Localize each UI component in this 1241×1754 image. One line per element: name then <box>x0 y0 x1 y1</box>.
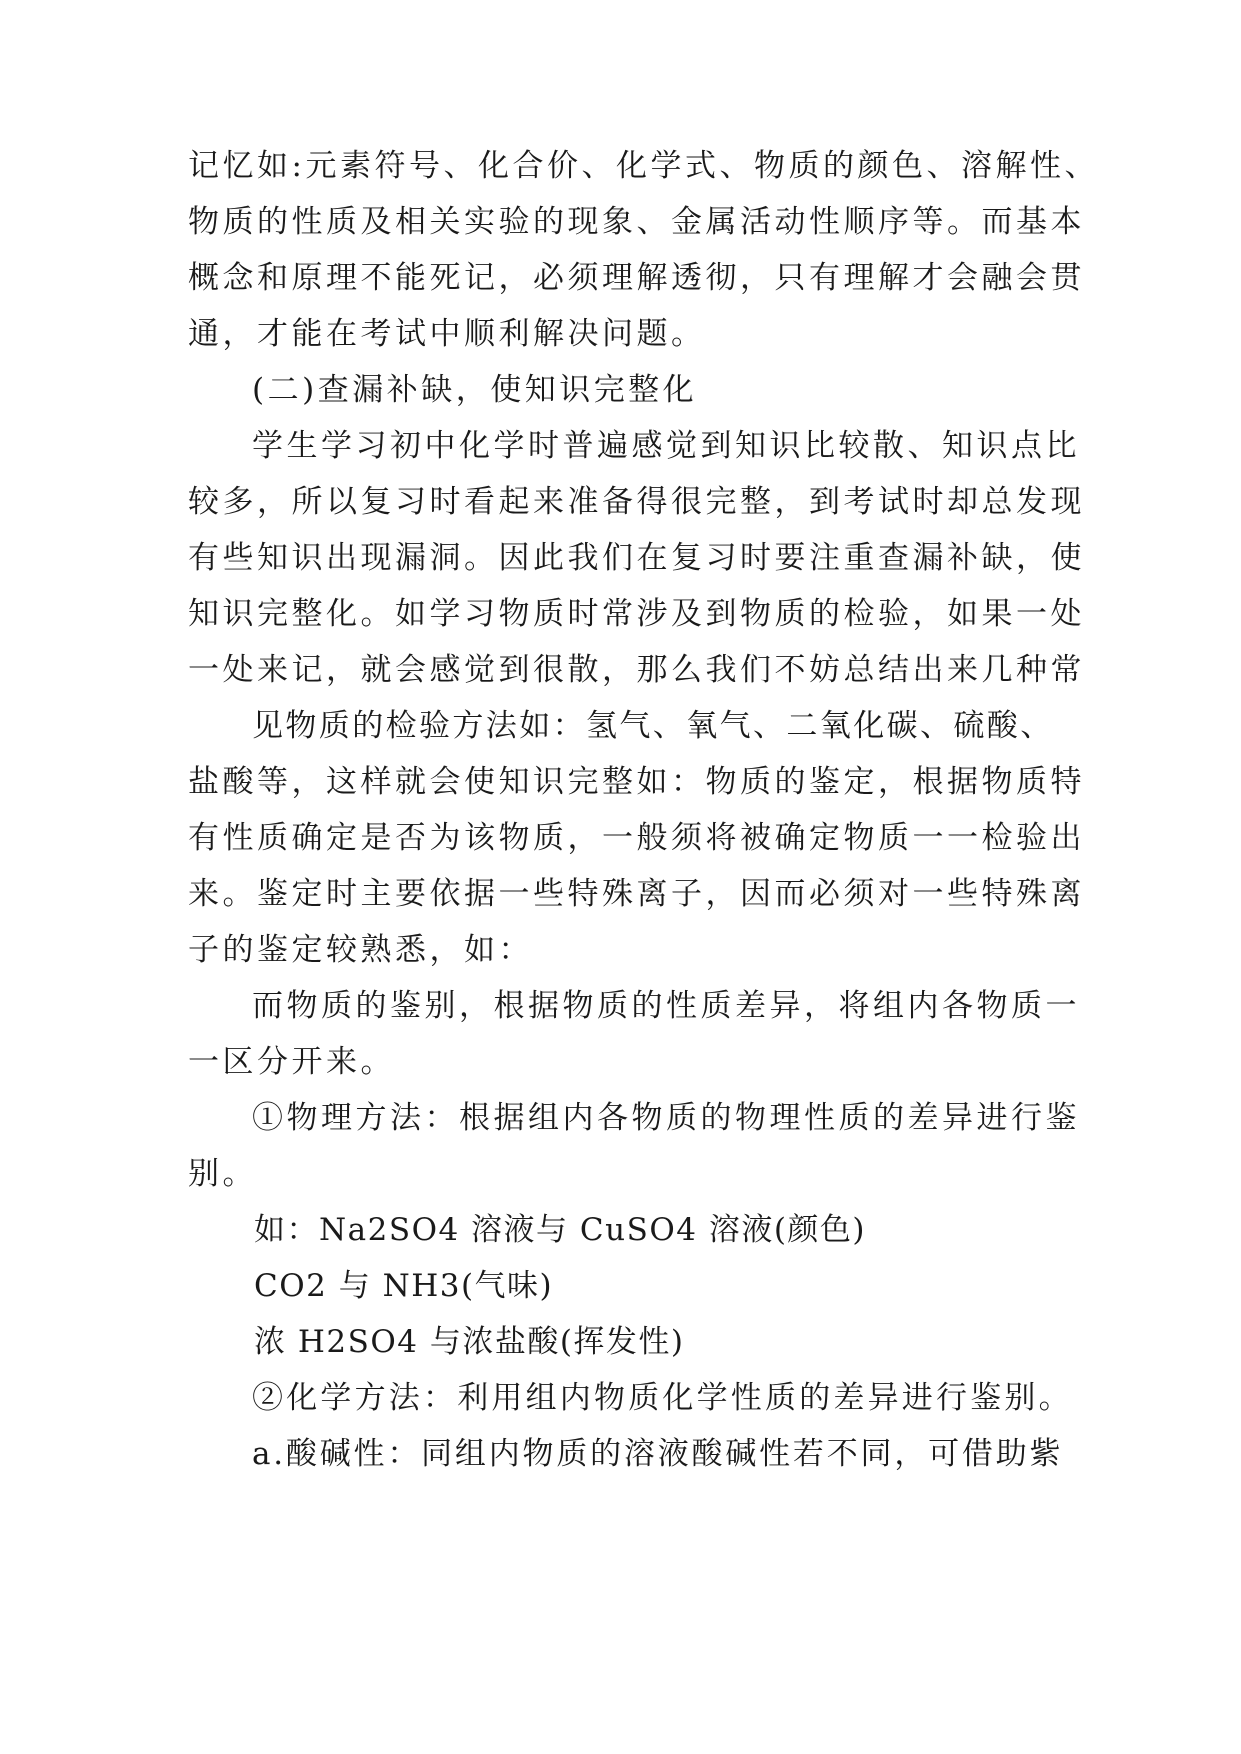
example-line: 如：Na2SO4 溶液与 CuSO4 溶液(颜色) <box>254 1212 867 1248</box>
body-text-line: 概念和原理不能死记，必须理解透彻，只有理解才会融会贯 <box>188 260 1085 296</box>
body-text-line: 子的鉴定较熟悉，如： <box>188 932 533 968</box>
body-text-line: 通，才能在考试中顺利解决问题。 <box>188 316 706 352</box>
body-text-line: 别。 <box>188 1156 257 1192</box>
body-text-line: 盐酸等，这样就会使知识完整如：物质的鉴定，根据物质特 <box>188 764 1085 800</box>
body-text-line: ②化学方法：利用组内物质化学性质的差异进行鉴别。 <box>252 1380 1073 1416</box>
body-text-line: 有性质确定是否为该物质，一般须将被确定物质一一检验出 <box>188 820 1085 856</box>
body-text-line: 知识完整化。如学习物质时常涉及到物质的检验，如果一处 <box>188 596 1085 632</box>
body-text-line: 一区分开来。 <box>188 1044 395 1080</box>
body-text-line: 而物质的鉴别，根据物质的性质差异，将组内各物质一 <box>252 988 1080 1024</box>
body-text-line: 见物质的检验方法如：氢气、氧气、二氧化碳、硫酸、 <box>252 708 1054 744</box>
body-text-line: 物质的性质及相关实验的现象、金属活动性顺序等。而基本 <box>188 204 1085 240</box>
example-line: CO2 与 NH3(气味) <box>254 1268 554 1304</box>
body-text-line: 记忆如:元素符号、化合价、化学式、物质的颜色、溶解性、 <box>188 148 1099 184</box>
body-text-line: 来。鉴定时主要依据一些特殊离子，因而必须对一些特殊离 <box>188 876 1085 912</box>
body-text-line: 较多，所以复习时看起来准备得很完整，到考试时却总发现 <box>188 484 1085 520</box>
section-heading: (二)查漏补缺，使知识完整化 <box>252 372 698 408</box>
body-text-line: 一处来记，就会感觉到很散，那么我们不妨总结出来几种常 <box>188 652 1085 688</box>
body-text-line: 学生学习初中化学时普遍感觉到知识比较散、知识点比 <box>252 428 1080 464</box>
body-text-line: a.酸碱性：同组内物质的溶液酸碱性若不同，可借助紫 <box>252 1436 1064 1472</box>
example-line: 浓 H2SO4 与浓盐酸(挥发性) <box>254 1324 685 1360</box>
body-text-line: ①物理方法：根据组内各物质的物理性质的差异进行鉴 <box>252 1100 1080 1136</box>
body-text-line: 有些知识出现漏洞。因此我们在复习时要注重查漏补缺，使 <box>188 540 1085 576</box>
